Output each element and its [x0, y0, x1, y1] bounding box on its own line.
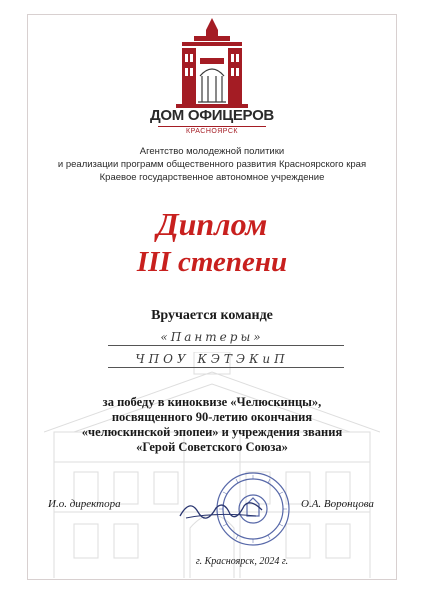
signatory-name: О.А. Воронцова	[301, 498, 374, 510]
organization-line-2: и реализации программ общественного развития Красноярского края	[57, 159, 367, 170]
officers-house-logo	[172, 16, 252, 110]
institution-name: ЧПОУ КЭТЭКиП	[135, 352, 289, 366]
place-and-date: г. Красноярск, 2024 г.	[195, 556, 289, 567]
brand-divider	[158, 126, 266, 127]
organization-line-3: Краевое государственное автономное учреждение	[99, 172, 325, 183]
building-facade-watermark	[44, 352, 380, 578]
presented-to-label: Вручается команде	[151, 308, 273, 323]
team-name-underline	[108, 345, 344, 346]
diploma-degree: III степени	[136, 246, 288, 278]
brand-city: КРАСНОЯРСК	[186, 128, 238, 135]
reason-line-3: «челюскинской эпопеи» и учреждения звания	[81, 425, 343, 439]
reason-line-2: посвященного 90-летию окончания	[111, 410, 313, 424]
signatory-position: И.о. директора	[48, 498, 121, 510]
handwritten-signature	[176, 494, 266, 524]
diploma-title: Диплом	[156, 206, 268, 242]
reason-line-1: за победу в киноквизе «Челюскинцы»,	[102, 395, 322, 409]
brand-name: ДОМ ОФИЦЕРОВ	[150, 107, 274, 124]
team-name: «Пантеры»	[160, 330, 264, 344]
reason-line-4: «Герой Советского Союза»	[136, 440, 288, 454]
organization-line-1: Агентство молодежной политики	[139, 146, 285, 157]
institution-underline	[108, 367, 344, 368]
